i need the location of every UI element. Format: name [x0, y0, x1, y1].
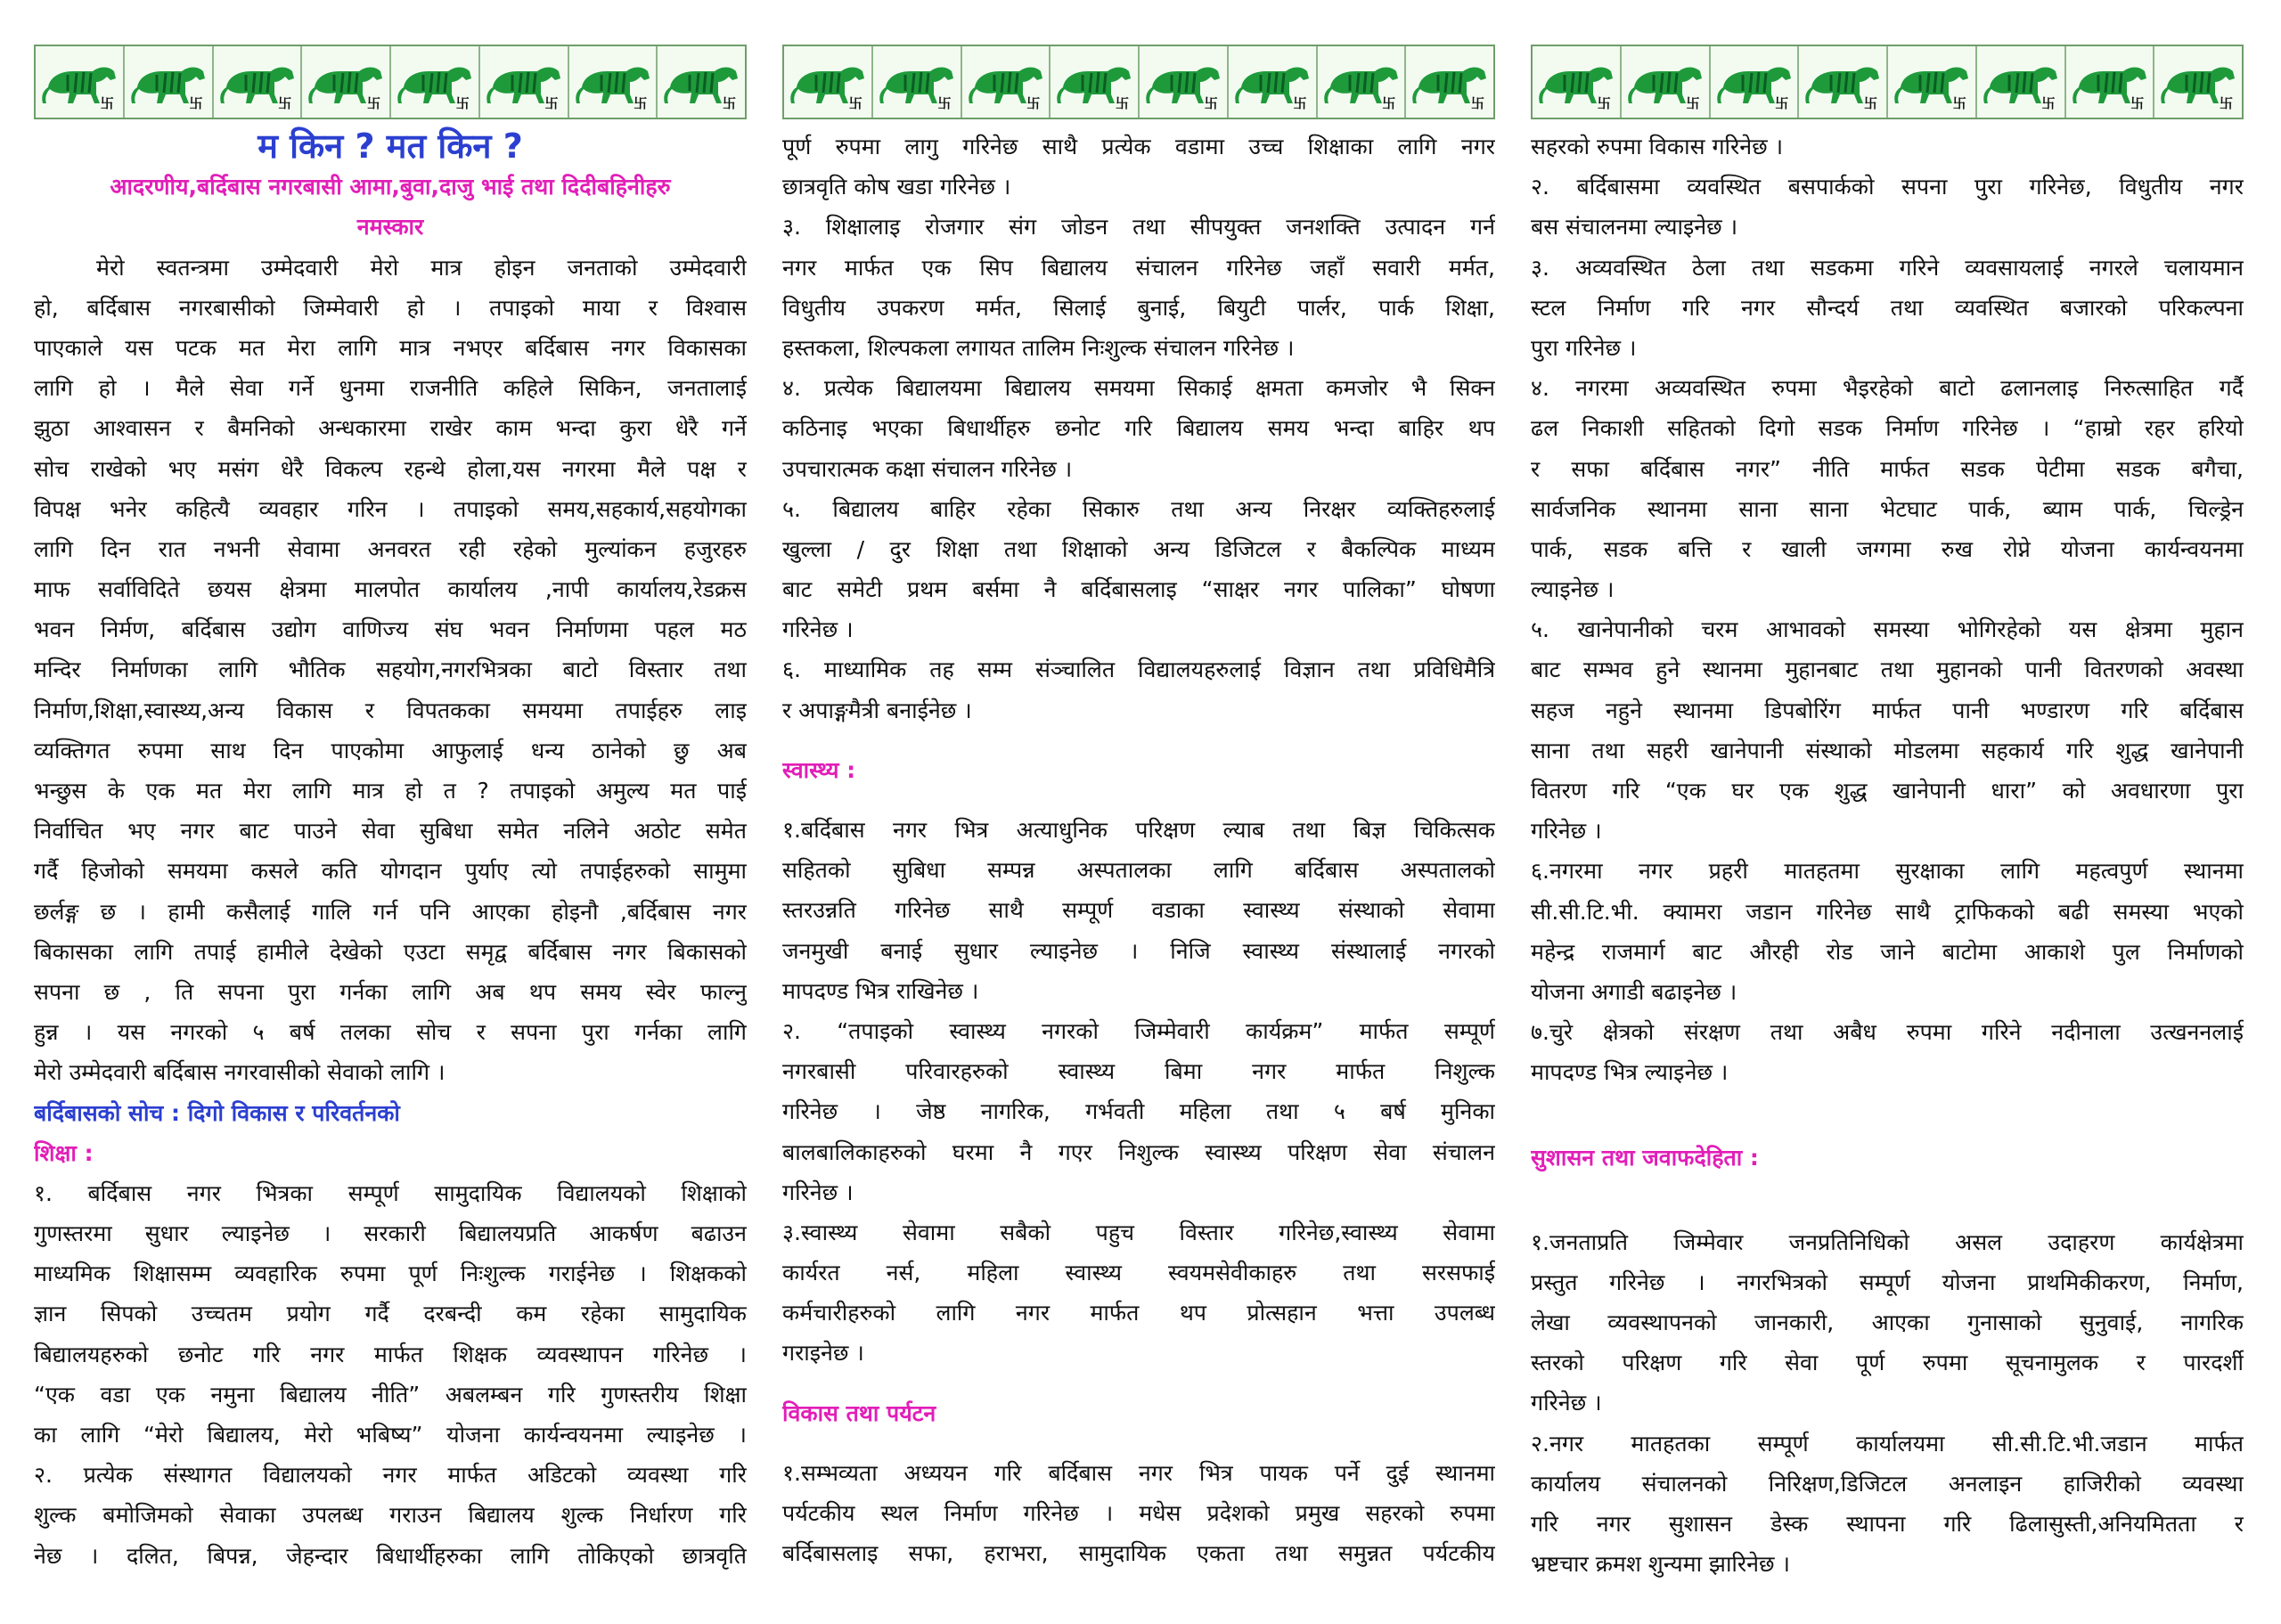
tiger-tile	[1140, 46, 1229, 118]
education-continued	[782, 126, 1495, 730]
text-line: स्तरउन्नति गरिनेछ साथै सम्पूर्ण वडाका स्वास्थ्य संस्थाको सेवामा	[782, 897, 1495, 924]
text-line: मेरो उम्मेदवारी बर्दिबास नगरवासीको सेवाको लागि ।	[34, 1059, 446, 1086]
swastika-symbol: 卐	[1775, 95, 1789, 111]
text-line: ज्ञान सिपको उच्चतम प्रयोग गर्दै दरबन्दी कम रहेका सामुदायिक	[34, 1301, 747, 1327]
text-line: कार्यरत नर्स, महिला स्वास्थ्य स्वयमसेवीकाहरु तथा सरसफाई	[782, 1260, 1495, 1286]
text-line: बिद्यालयहरुको छनोट गरि नगर मार्फत शिक्षक व्यवस्थापन गरिनेछ ।	[34, 1341, 747, 1367]
tiger-tile	[391, 46, 480, 118]
text-line: ६. माध्यामिक तह सम्म संञ्चालित विद्यालयहरुलाई विज्ञान तथा प्रविधिमैत्रि	[782, 657, 1495, 683]
text-line: ५. बिद्यालय बाहिर रहेका सिकारु तथा अन्य निरक्षर व्यक्तिहरुलाई	[782, 495, 1495, 522]
tiger-tile	[36, 46, 125, 118]
text-line: बाट सम्भव हुने स्थानमा मुहानबाट तथा मुहानको पानी वितरणको अवस्था	[1531, 657, 2244, 683]
text-line: कठिनाइ भएका बिधार्थीहरु छनोट गरि बिद्यालय समय भन्दा बाहिर थप	[782, 415, 1495, 442]
text-line: ५. खानेपानीको चरम आभावको समस्या भोगिरहेको यस क्षेत्रमा मुहान	[1531, 616, 2244, 643]
text-line: सहरको रुपमा विकास गरिनेछ ।	[1531, 134, 1784, 159]
text-line: सार्वजनिक स्थानमा साना साना भेटघाट पार्क, ब्याम पार्क, चिल्ड्रेन	[1531, 495, 2244, 522]
swastika-symbol: 卐	[634, 95, 648, 111]
tiger-tile	[1799, 46, 1888, 118]
text-line: का लागि “मेरो बिद्यालय, मेरो भबिष्य” योजना कार्यन्वयनमा ल्याइनेछ ।	[34, 1422, 747, 1448]
text-line: जनमुखी बनाई सुधार ल्याइनेछ । निजि स्वास्थ्य संस्थालाई नगरको	[782, 937, 1495, 964]
tiger-banner	[34, 45, 747, 119]
tiger-tile	[1888, 46, 1977, 118]
text-line: २. प्रत्येक संस्थागत विद्यालयको नगर मार्फत अडिटको व्यवस्था गरि	[34, 1462, 747, 1489]
tiger-tile	[569, 46, 658, 118]
text-line: २. बर्दिबासमा व्यवस्थित बसपार्कको सपना पुरा गरिनेछ, विधुतीय नगर	[1531, 174, 2244, 200]
text-line: हुन्न । यस नगरको ५ बर्ष तलका सोच र सपना पुरा गर्नका लागि	[34, 1019, 747, 1046]
text-line: गरिनेछ ।	[782, 616, 854, 643]
swastika-symbol: 卐	[848, 95, 863, 111]
text-line: बर्दिबासलाइ सफा, हराभरा, सामुदायिक एकता तथा समुन्नत पर्यटकीय	[782, 1540, 1495, 1567]
text-line: सोच राखेको भए मसंग धेरै विकल्प रहन्थे होला,यस नगरमा मैले पक्ष र	[34, 455, 747, 482]
text-line: १.जनताप्रति जिम्मेवार जनप्रतिनिधिको असल उदाहरण कार्यक्षेत्रमा	[1531, 1228, 2244, 1255]
swastika-symbol: 卐	[455, 95, 470, 111]
text-line: हो, बर्दिबास नगरबासीको जिम्मेवारी हो । तपाइको माया र विश्वास	[34, 294, 747, 321]
text-line: महेन्द्र राजमार्ग बाट औरही रोड जाने बाटोमा आकाशे पुल निर्माणको	[1531, 938, 2244, 965]
text-line: साना तथा सहरी खानेपानी संस्थाको मोडलमा सहकार्य गरि शुद्ध खानेपानी	[1531, 737, 2244, 763]
tiger-tile	[873, 46, 962, 118]
tourism-heading: विकास तथा पर्यटन	[782, 1400, 936, 1426]
text-line: १. बर्दिबास नगर भित्रका सम्पूर्ण सामुदायिक विद्यालयको शिक्षाको	[34, 1179, 747, 1206]
swastika-symbol: 卐	[722, 95, 736, 111]
text-line: ७.चुरे क्षेत्रको संरक्षण तथा अबैध रुपमा गरिने नदीनाला उत्खननलाई	[1531, 1019, 2244, 1046]
text-line: शुल्क बमोजिमको सेवाका उपलब्ध गराउन बिद्यालय शुल्क निर्धारण गरि	[34, 1502, 747, 1529]
swastika-symbol: 卐	[100, 95, 114, 111]
swastika-symbol: 卐	[1470, 95, 1484, 111]
text-line: गरि नगर सुशासन डेस्क स्थापना गरि ढिलासुस्ती,अनियमितता र	[1531, 1511, 2244, 1537]
text-line: बस संचालनमा ल्याइनेछ ।	[1531, 214, 1738, 241]
tiger-tile	[1229, 46, 1318, 118]
text-line: “एक वडा एक नमुना बिद्यालय नीति” अबलम्बन गरि गुणस्तरीय शिक्षा	[34, 1381, 747, 1408]
swastika-symbol: 卐	[189, 95, 203, 111]
text-line: गरिनेछ ।	[782, 1179, 854, 1205]
swastika-symbol: 卐	[544, 95, 559, 111]
education-heading: शिक्षा :	[34, 1139, 94, 1166]
vision-heading: बर्दिबासको सोच : दिगो विकास र परिवर्तनको	[34, 1099, 400, 1126]
tiger-banner	[1531, 45, 2244, 119]
text-line: २. “तपाइको स्वास्थ्य नगरको जिम्मेवारी कार्यक्रम” मार्फत सम्पूर्ण	[782, 1017, 1495, 1044]
text-line: लेखा व्यवस्थापनको जानकारी, आएका गुनासाको सुनुवाई, नागरिक	[1531, 1310, 2244, 1336]
text-line: बाट समेटी प्रथम बर्समा नै बर्दिबासलाइ “साक्षर नगर पालिका” घोषणा	[782, 576, 1495, 603]
text-line: सी.सी.टि.भी. क्यामरा जडान गरिनेछ साथै ट्राफिकको बढी समस्या भएको	[1531, 898, 2244, 925]
tiger-tile	[125, 46, 214, 118]
tourism-continued	[1531, 126, 2244, 1093]
text-line: कार्यालय संचालनको निरिक्षण,डिजिटल अनलाइन हाजिरीको व्यवस्था	[1531, 1470, 2244, 1497]
text-line: भन्छुस के एक मत मेरा लागि मात्र हो त ? तपाइको अमुल्य मत पाई	[34, 778, 747, 804]
text-line: गरिनेछ ।	[1531, 1390, 1602, 1416]
tourism-section	[782, 1453, 1495, 1574]
text-line: हस्तकला, शिल्पकला लगायत तालिम निःशुल्क संचालन गरिनेछ ।	[782, 334, 1295, 361]
text-line: लागि दिन रात नभनी सेवामा अनवरत रही रहेको मुल्यांकन हजुरहरु	[34, 535, 747, 562]
swastika-symbol: 卐	[1026, 95, 1041, 111]
text-line: प्रस्तुत गरिनेछ । नगरभित्रको सम्पूर्ण योजना प्राथमिकीकरण, निर्माण,	[1531, 1269, 2244, 1295]
text-line: ३.स्वास्थ्य सेवामा सबैको पहुच विस्तार गरिनेछ,स्वास्थ्य सेवामा	[782, 1219, 1495, 1245]
column-3	[1531, 45, 2244, 1612]
tiger-tile	[1318, 46, 1407, 118]
text-line: विपक्ष भनेर कहित्यै व्यवहार गरिन । तपाइको समय,सहकार्य,सहयोगका	[34, 495, 747, 522]
text-line: कर्मचारीहरुको लागि नगर मार्फत थप प्रोत्सहान भत्ता उपलब्ध	[782, 1300, 1495, 1326]
text-line: मेरो स्वतन्त्रमा उम्मेदवारी मेरो मात्र होइन जनताको उम्मेदवारी	[96, 254, 747, 281]
tiger-tile	[2066, 46, 2155, 118]
text-line: र अपाङ्गमैत्री बनाईनेछ ।	[782, 697, 972, 723]
intro-paragraph	[34, 248, 747, 1093]
text-line: पर्यटकीय स्थल निर्माण गरिनेछ । मधेस प्रदेशको प्रमुख सहरको रुपमा	[782, 1500, 1495, 1526]
text-line: ४. नगरमा अव्यवस्थित रुपमा भैइरहेको बाटो ढलानलाइ निरुत्साहित गर्दै	[1531, 375, 2244, 402]
tiger-tile	[784, 46, 873, 118]
text-line: ४. प्रत्येक बिद्यालयमा बिद्यालय समयमा सिकाई क्षमता कमजोर भै सिक्न	[782, 375, 1495, 402]
text-line: पूर्ण रुपमा लागु गरिनेछ साथै प्रत्येक वडामा उच्च शिक्षाका लागि नगर	[782, 134, 1495, 159]
text-line: व्यक्तिगत रुपमा साथ दिन पाएकोमा आफुलाई धन्य ठानेको छु अब	[34, 737, 747, 763]
swastika-symbol: 卐	[2130, 95, 2145, 111]
text-line: छर्लङ्ग छ । हामी कसैलाई गालि गर्न पनि आएका होइनौ ,बर्दिबास नगर	[34, 898, 747, 925]
text-line: वितरण गरि “एक घर एक शुद्ध खानेपानी धारा” को अवधारणा पुरा	[1531, 778, 2244, 804]
swastika-symbol: 卐	[1863, 95, 1877, 111]
tiger-tile	[1622, 46, 1711, 118]
swastika-symbol: 卐	[278, 95, 292, 111]
text-line: ३. अव्यवस्थित ठेला तथा सडकमा गरिने व्यवसायलाई नगरले चलायमान	[1531, 254, 2244, 281]
text-line: १.सम्भव्यता अध्ययन गरि बर्दिबास नगर भित्र पायक पर्ने दुई स्थानमा	[782, 1459, 1495, 1486]
column-2	[782, 45, 1495, 1612]
swastika-symbol: 卐	[1952, 95, 1966, 111]
text-line: मापदण्ड भित्र ल्याइनेछ ।	[1531, 1059, 1729, 1086]
text-line: नगरबासी परिवारहरुको स्वास्थ्य बिमा नगर मार्फत निशुल्क	[782, 1058, 1495, 1085]
swastika-symbol: 卐	[937, 95, 952, 111]
text-line: मापदण्ड भित्र राखिनेछ ।	[782, 977, 979, 1004]
text-line: माफ सर्वाविदिते छयस क्षेत्रमा मालपोत कार्यालय ,नापी कार्यालय,रेडक्रस	[34, 576, 747, 603]
text-line: २.नगर मातहतका सम्पूर्ण कार्यालयमा सी.सी.टि.भी.जडान मार्फत	[1531, 1430, 2244, 1457]
text-line: गरिनेछ ।	[1531, 818, 1602, 845]
text-line: १.बर्दिबास नगर भित्र अत्याधुनिक परिक्षण ल्याब तथा बिज्ञ चिकित्सक	[782, 817, 1495, 843]
swastika-symbol: 卐	[366, 95, 380, 111]
tiger-tile	[1977, 46, 2066, 118]
page-title: म किन ? मत किन ?	[258, 126, 523, 166]
tiger-tile	[962, 46, 1051, 118]
tiger-tile	[2154, 46, 2242, 118]
text-line: ल्याइनेछ ।	[1531, 576, 1615, 603]
text-line: नगर मार्फत एक सिप बिद्यालय संचालन गरिनेछ जहाँ सवारी मर्मत,	[782, 254, 1495, 281]
education-section	[34, 1173, 747, 1576]
swastika-symbol: 卐	[1204, 95, 1218, 111]
text-line: स्तरको परिक्षण गरि सेवा पूर्ण रुपमा सूचनामुलक र पारदर्शी	[1531, 1350, 2244, 1376]
swastika-symbol: 卐	[1115, 95, 1129, 111]
text-line: भवन निर्मण, बर्दिबास उद्योग वाणिज्य संघ भवन निर्माणमा पहल मठ	[34, 616, 747, 643]
text-line: बालबालिकाहरुको घरमा नै गएर निशुल्क स्वास्थ्य परिक्षण सेवा संचालन	[782, 1138, 1495, 1165]
text-line: झुठा आश्वासन र बैमनिको अन्धकारमा राखेर काम भन्दा कुरा धेरै गर्ने	[34, 415, 747, 442]
text-line: गुणस्तरमा सुधार ल्याइनेछ । सरकारी बिद्यालयप्रति आकर्षण बढाउन	[34, 1220, 747, 1247]
text-line: गराइनेछ ।	[782, 1340, 864, 1367]
text-line: माध्यमिक शिक्षासम्म व्यवहारिक रुपमा पूर्ण निःशुल्क गराईनेछ । शिक्षकको	[34, 1261, 747, 1287]
tiger-tile	[1051, 46, 1140, 118]
tiger-tile	[1533, 46, 1622, 118]
text-line: नेछ । दलित, बिपन्न, जेहन्दार बिधार्थीहरुका लागि तोकिएको छात्रवृति	[34, 1542, 747, 1569]
text-line: पाएकाले यस पटक मत मेरा लागि मात्र नभएर बर्दिबास नगर विकासका	[34, 334, 747, 361]
text-line: पुरा गरिनेछ ।	[1531, 334, 1637, 361]
text-line: र सफा बर्दिबास नगर” नीति मार्फत सडक पेटीमा सडक बगैचा,	[1531, 455, 2244, 482]
tiger-tile	[1406, 46, 1493, 118]
health-heading: स्वास्थ्य :	[782, 756, 856, 783]
text-line: विधुतीय उपकरण मर्मत, सिलाई बुनाई, बियुटी पार्लर, पार्क शिक्षा,	[782, 294, 1495, 321]
governance-section	[1531, 1222, 2244, 1585]
text-line: योजना अगाडी बढाइनेछ ।	[1531, 978, 1737, 1005]
swastika-symbol: 卐	[2041, 95, 2056, 111]
text-line: मन्दिर निर्माणका लागि भौतिक सहयोग,नगरभित्रका बाटो विस्तार तथा	[34, 657, 747, 683]
swastika-symbol: 卐	[2219, 95, 2233, 111]
text-line: सहितको सुबिधा सम्पन्न अस्पतालका लागि बर्दिबास अस्पतालको	[782, 857, 1495, 884]
text-line: खुल्ला / दुर शिक्षा तथा शिक्षाको अन्य डिजिटल र बैकल्पिक माध्यम	[782, 535, 1495, 562]
text-line: सहज नहुने स्थानमा डिपबोरिंग मार्फत पानी भण्डारण गरि बर्दिबास	[1531, 697, 2244, 723]
tiger-tile	[302, 46, 391, 118]
text-line: बिकासका लागि तपाई हामीले देखेको एउटा समृद्व बर्दिबास नगर बिकासको	[34, 938, 747, 965]
text-line: स्टल निर्माण गरि नगर सौन्दर्य तथा व्यवस्थित बजारको परिकल्पना	[1531, 294, 2244, 321]
greeting-line: आदरणीय,बर्दिबास नगरबासी आमा,बुवा,दाजु भाई तथा दिदीबहिनीहरु	[110, 174, 671, 200]
swastika-symbol: 卐	[1293, 95, 1307, 111]
text-line: गर्दै हिजोको समयमा कसले कति योगदान पुर्याए त्यो तपाईहरुको सामुमा	[34, 858, 747, 885]
tiger-tile	[480, 46, 569, 118]
text-line: लागि हो । मैले सेवा गर्ने धुनमा राजनीति कहिले सिकिन, जनतालाई	[34, 375, 747, 402]
tiger-tile	[658, 46, 745, 118]
swastika-symbol: 卐	[1382, 95, 1396, 111]
text-line: ढल निकाशी सहितको दिगो सडक निर्माण गरिनेछ । “हाम्रो रहर हरियो	[1531, 415, 2244, 442]
column-1	[34, 45, 747, 1612]
text-line: ६.नगरमा नगर प्रहरी मातहतमा सुरक्षाका लागि महत्वपुर्ण स्थानमा	[1531, 858, 2244, 885]
tiger-tile	[1711, 46, 1800, 118]
text-line: भ्रष्टचार क्रमश शुन्यमा झारिनेछ ।	[1531, 1551, 1790, 1578]
text-line: पार्क, सडक बत्ति र खाली जग्गमा रुख रोप्ने योजना कार्यन्वयनमा	[1531, 535, 2244, 562]
text-line: निर्वाचित भए नगर बाट पाउने सेवा सुबिधा समेत नलिने अठोट समेत	[34, 818, 747, 845]
swastika-symbol: 卐	[1686, 95, 1700, 111]
text-line: उपचारात्मक कक्षा संचालन गरिनेछ ।	[782, 455, 1073, 482]
tiger-tile	[214, 46, 303, 118]
text-line: सपना छ , ति सपना पुरा गर्नका लागि अब थप समय स्वेर फाल्नु	[34, 978, 747, 1005]
text-line: छात्रवृति कोष खडा गरिनेछ ।	[782, 174, 1011, 200]
text-line: ३. शिक्षालाइ रोजगार संग जोडन तथा सीपयुक्त जनशक्ति उत्पादन गर्न	[782, 214, 1495, 241]
namaskar-line: नमस्कार	[356, 214, 424, 241]
governance-heading: सुशासन तथा जवाफदेहिता :	[1531, 1144, 1759, 1171]
text-line: गरिनेछ । जेष्ठ नागरिक, गर्भवती महिला तथा ५ बर्ष मुनिका	[782, 1098, 1495, 1125]
health-section	[782, 810, 1495, 1374]
swastika-symbol: 卐	[1597, 95, 1611, 111]
text-line: निर्माण,शिक्षा,स्वास्थ्य,अन्य विकास र विपतकका समयमा तपाईहरु लाइ	[34, 697, 747, 723]
tiger-banner	[782, 45, 1495, 119]
